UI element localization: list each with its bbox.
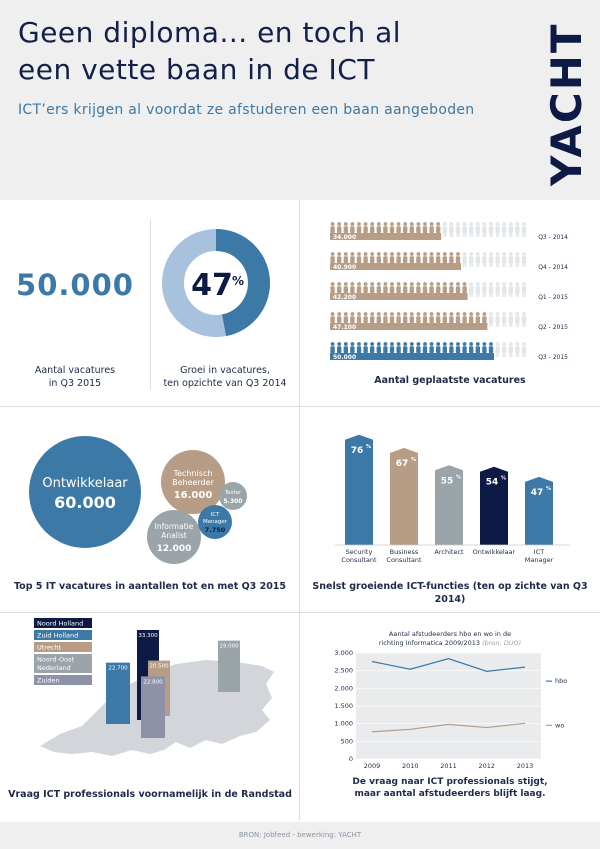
- growth-bar-pct-sign: %: [456, 474, 462, 481]
- yacht-logo: [542, 14, 591, 189]
- growth-bar-pct: 55: [440, 476, 454, 487]
- growth-bar-pct: 54: [485, 477, 499, 488]
- bubble-informatie-value: 12.000: [156, 544, 192, 554]
- person-icon: [495, 312, 499, 327]
- person-icon: [502, 312, 506, 327]
- afstudeerders-caption-line-1: De vraag naar ICT professionals stijgt,: [352, 777, 548, 787]
- person-icon: [462, 222, 466, 237]
- person-icon: [482, 222, 486, 237]
- person-icon: [456, 222, 460, 237]
- chart-title-line-2: [379, 639, 521, 647]
- people-row: [330, 312, 568, 331]
- region-bar-value: 20.500: [149, 663, 169, 670]
- x-tick-label: 2011: [440, 762, 457, 770]
- person-icon: [509, 282, 513, 297]
- afstudeerders-caption-line-2: maar aantal afstudeerders blijft laag.: [354, 789, 546, 799]
- person-icon: [489, 252, 493, 267]
- legend-label: Zuiden: [37, 676, 60, 685]
- person-icon: [469, 222, 473, 237]
- bubble-ontwikkelaar-name: Ontwikkelaar: [42, 476, 128, 491]
- growth-bar-label-2: Consultant: [341, 556, 377, 564]
- people-row-value: 42.200: [333, 294, 357, 301]
- people-row-quarter: Q3 - 2015: [538, 354, 568, 361]
- region-bar-value: 33.300: [138, 633, 158, 639]
- people-row-value: 47.100: [333, 324, 357, 331]
- people-row-quarter: Q3 - 2014: [538, 234, 568, 241]
- person-icon: [495, 222, 499, 237]
- legend-label: Zuid Holland: [37, 631, 79, 640]
- vacatures-value: 50.000: [16, 268, 134, 302]
- legend-label: wo: [555, 721, 565, 730]
- y-tick-label: 0: [348, 755, 353, 763]
- bubble-tester-value: 5.300: [223, 498, 243, 505]
- brand-text: YACHT: [542, 22, 591, 186]
- afstudeerders-line-chart: [300, 626, 600, 776]
- growth-bar-pct-sign: %: [366, 443, 372, 450]
- person-icon: [469, 252, 473, 267]
- bubble-ontwikkelaar: [29, 436, 141, 548]
- groei-caption-line-1: Groei in vacatures,: [180, 365, 270, 376]
- person-icon: [509, 222, 513, 237]
- vacatures-caption: [0, 364, 150, 390]
- page-title: [18, 14, 401, 88]
- person-icon: [522, 252, 526, 267]
- bubble-ict-manager-name-2: Manager: [202, 519, 228, 525]
- geplaatst-caption: Aantal geplaatste vacatures: [374, 375, 526, 386]
- bubble-informatie-name-2: Analist: [161, 531, 187, 540]
- legend-item: [34, 675, 92, 685]
- person-icon: [482, 282, 486, 297]
- person-icon: [449, 222, 453, 237]
- donut-percent-sign: %: [231, 274, 245, 288]
- title-line-2: een vette baan in de ICT: [18, 53, 375, 86]
- growth-bar-label-2: Manager: [524, 556, 554, 564]
- person-icon: [469, 282, 473, 297]
- bubble-ontwikkelaar-value: 60.000: [54, 493, 116, 512]
- growth-bar-label: ICT: [533, 548, 545, 556]
- growth-bar-pct-sign: %: [501, 475, 507, 482]
- person-icon: [495, 342, 499, 357]
- page-subtitle: ICT’ers krijgen al voordat ze afstuderen een baan aangeboden: [18, 102, 475, 118]
- groei-caption: [150, 364, 300, 390]
- bubble-technisch-name-1: Technisch: [173, 469, 213, 478]
- grid-divider: [0, 612, 600, 613]
- snelst-bar-chart: [330, 420, 580, 570]
- chart-title-line-2-text: richting informatica 2009/2013: [378, 639, 480, 647]
- region-bar: [141, 676, 165, 738]
- person-icon: [489, 312, 493, 327]
- chart-title-line-1: Aantal afstudeerders hbo en wo in de: [388, 630, 512, 638]
- person-icon: [476, 222, 480, 237]
- region-bar-value: 22.800: [143, 679, 163, 686]
- person-icon: [509, 312, 513, 327]
- y-tick-label: 2.000: [334, 684, 353, 693]
- y-tick-label: 1.000: [334, 719, 353, 728]
- growth-bar-label: Ontwikkelaar: [472, 548, 516, 556]
- person-icon: [489, 222, 493, 237]
- bubble-technisch-value: 16.000: [173, 490, 213, 501]
- person-icon: [515, 222, 519, 237]
- geplaatst-pictogram: [330, 222, 600, 372]
- growth-bar-pct-sign: %: [411, 456, 417, 463]
- person-icon: [489, 282, 493, 297]
- person-icon: [515, 282, 519, 297]
- people-row: [330, 222, 568, 241]
- legend-label: hbo: [555, 677, 568, 686]
- person-icon: [495, 282, 499, 297]
- x-tick-label: 2013: [516, 762, 534, 770]
- people-row-value: 34.000: [333, 234, 357, 241]
- person-icon: [502, 252, 506, 267]
- person-icon: [522, 312, 526, 327]
- growth-bar-pct: 76: [350, 445, 364, 456]
- title-line-1: Geen diploma... en toch al: [18, 16, 402, 49]
- person-icon: [515, 342, 519, 357]
- legend-item: [34, 618, 92, 628]
- bubble-informatie-name-1: Informatie: [154, 522, 194, 531]
- legend-label: Noord-Oost: [37, 655, 75, 664]
- bubble-technisch-name-2: Beheerder: [172, 478, 214, 487]
- growth-bar-label: Business: [389, 548, 419, 556]
- legend-label-2: Nederland: [37, 664, 71, 672]
- x-tick-label: 2010: [401, 762, 419, 770]
- vacatures-caption-line-1: Aantal vacatures: [34, 365, 116, 376]
- regio-caption: Vraag ICT professionals voornamelijk in de Randstad: [8, 789, 292, 800]
- bubble-ict-manager-value: 7.750: [204, 526, 226, 534]
- person-icon: [443, 222, 447, 237]
- groei-caption-line-2: ten opzichte van Q3 2014: [163, 378, 287, 389]
- people-row-value: 50.000: [333, 354, 357, 361]
- people-row: [330, 282, 568, 301]
- people-row-quarter: Q4 - 2014: [538, 264, 568, 271]
- people-row-quarter: Q2 - 2015: [538, 324, 568, 331]
- person-icon: [476, 282, 480, 297]
- growth-bar-label-2: Consultant: [386, 556, 422, 564]
- person-icon: [515, 312, 519, 327]
- legend-label: Utrecht: [37, 643, 62, 652]
- chart-source-note: (bron: DUO): [482, 639, 522, 647]
- person-icon: [522, 222, 526, 237]
- y-tick-label: 3.000: [334, 649, 353, 657]
- bubble-tester: [219, 482, 247, 510]
- person-icon: [462, 252, 466, 267]
- legend-label: Noord Holland: [37, 619, 84, 628]
- donut-percent-value: 47: [191, 268, 233, 303]
- person-icon: [502, 282, 506, 297]
- x-tick-label: 2009: [363, 762, 381, 770]
- y-tick-label: 2.500: [334, 666, 353, 675]
- growth-bar-label: Security: [345, 548, 373, 556]
- person-icon: [509, 252, 513, 267]
- snelst-caption: Snelst groeiende ICT-functies (ten op zichte van Q3 2014): [312, 581, 588, 605]
- footer-source: BRON: Jobfeed - bewerking: YACHT: [0, 822, 600, 849]
- person-icon: [502, 342, 506, 357]
- legend-item: [34, 654, 92, 673]
- legend-item: [34, 630, 92, 640]
- person-icon: [476, 252, 480, 267]
- person-icon: [482, 252, 486, 267]
- region-bar-value: 22.700: [108, 665, 128, 672]
- afstudeerders-caption: [300, 776, 600, 800]
- person-icon: [522, 342, 526, 357]
- y-tick-label: 1.500: [334, 702, 353, 710]
- person-icon: [502, 222, 506, 237]
- regio-map: [0, 614, 300, 784]
- top5-caption: Top 5 IT vacatures in aantallen tot en met Q3 2015: [13, 581, 287, 592]
- vacatures-caption-line-2: in Q3 2015: [48, 378, 102, 389]
- top5-bubbles: [0, 408, 300, 578]
- person-icon: [522, 282, 526, 297]
- person-icon: [509, 342, 513, 357]
- growth-bar-label: Architect: [434, 548, 464, 556]
- people-row-value: 40.900: [333, 264, 357, 271]
- x-tick-label: 2012: [478, 762, 496, 770]
- growth-bar-pct-sign: %: [546, 485, 552, 492]
- person-icon: [515, 252, 519, 267]
- grid-divider: [0, 406, 600, 407]
- y-tick-label: 500: [340, 737, 353, 746]
- bubble-tester-name: Tester: [224, 490, 242, 496]
- person-icon: [495, 252, 499, 267]
- people-row: [330, 342, 568, 361]
- region-bar-value: 19.000: [219, 643, 239, 650]
- people-row: [330, 252, 568, 271]
- growth-bar-pct: 67: [395, 458, 409, 469]
- region-bar: [106, 663, 130, 724]
- groei-donut: [160, 227, 272, 339]
- bubble-ict-manager-name-1: ICT: [210, 512, 220, 518]
- legend-item: [34, 642, 92, 652]
- growth-bar-pct: 47: [530, 487, 544, 498]
- people-row-quarter: Q1 - 2015: [538, 294, 568, 301]
